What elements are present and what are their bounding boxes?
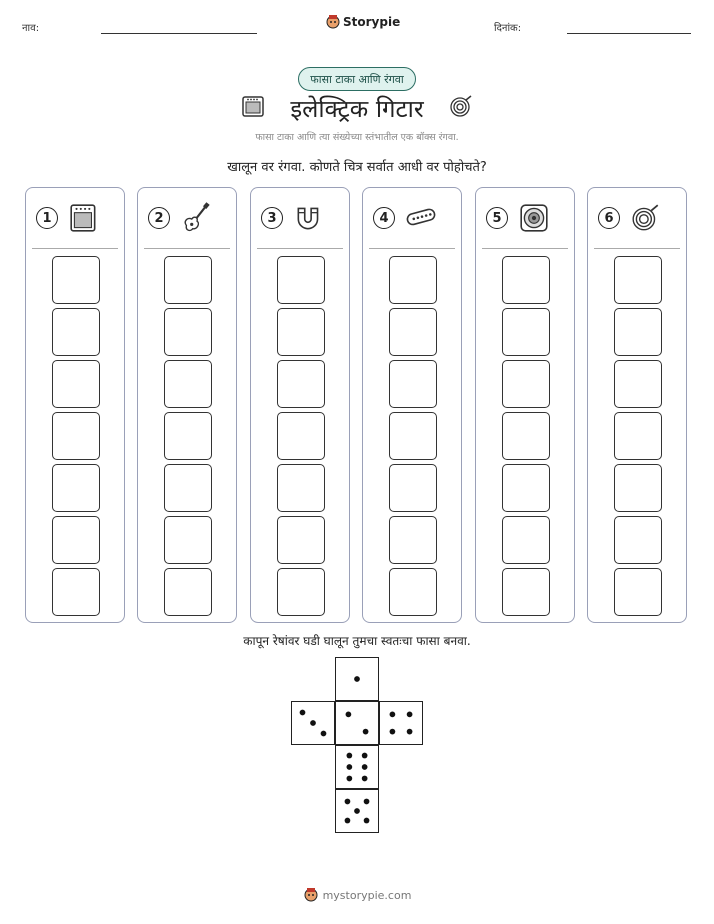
color-box[interactable] — [502, 568, 550, 616]
column-6 — [587, 187, 687, 623]
color-box[interactable] — [277, 360, 325, 408]
color-box[interactable] — [389, 308, 437, 356]
color-box[interactable] — [614, 360, 662, 408]
color-box[interactable] — [277, 412, 325, 460]
column-number: 1 — [36, 207, 58, 229]
color-box[interactable] — [614, 256, 662, 304]
color-box[interactable] — [614, 568, 662, 616]
column-header — [261, 202, 325, 234]
column-number: 2 — [148, 207, 170, 229]
color-boxes — [277, 256, 325, 620]
color-box[interactable] — [164, 360, 212, 408]
column-number: 6 — [598, 207, 620, 229]
brand-logo — [326, 14, 400, 30]
color-box[interactable] — [52, 308, 100, 356]
column-5 — [475, 187, 575, 623]
coloring-instruction: खालून वर रंगवा. कोणते चित्र सर्वात आधी वर पोहोचते? — [227, 160, 487, 175]
storypie-mascot-icon — [326, 14, 340, 30]
column-divider — [144, 248, 230, 249]
date-line[interactable] — [567, 33, 691, 34]
color-box[interactable] — [502, 308, 550, 356]
color-box[interactable] — [277, 256, 325, 304]
column-header — [598, 202, 662, 234]
color-box[interactable] — [614, 412, 662, 460]
storypie-mascot-icon — [303, 887, 319, 903]
color-box[interactable] — [52, 464, 100, 512]
color-box[interactable] — [164, 516, 212, 564]
color-box[interactable] — [164, 464, 212, 512]
color-boxes — [52, 256, 100, 620]
color-boxes — [389, 256, 437, 620]
die-face-4 — [379, 701, 423, 745]
color-box[interactable] — [502, 256, 550, 304]
footer — [0, 887, 714, 903]
page-title: इलेक्ट्रिक गिटार — [290, 95, 424, 123]
pickup-icon — [405, 202, 437, 234]
color-box[interactable] — [502, 360, 550, 408]
color-box[interactable] — [389, 464, 437, 512]
amplifier-icon — [68, 202, 100, 234]
cable-icon — [630, 202, 662, 234]
die-face-3 — [291, 701, 335, 745]
color-box[interactable] — [389, 360, 437, 408]
color-box[interactable] — [277, 464, 325, 512]
page-subtitle: फासा टाका आणि त्या संख्येच्या स्तंभातील एक बॉक्स रंगवा. — [255, 132, 459, 143]
color-box[interactable] — [52, 360, 100, 408]
die-face-2 — [335, 701, 379, 745]
magnet-icon — [293, 202, 325, 234]
column-divider — [257, 248, 343, 249]
column-number: 3 — [261, 207, 283, 229]
column-2 — [137, 187, 237, 623]
color-box[interactable] — [277, 516, 325, 564]
color-box[interactable] — [52, 568, 100, 616]
color-box[interactable] — [389, 516, 437, 564]
footer-url[interactable]: mystorypie.com — [322, 888, 412, 902]
column-3 — [250, 187, 350, 623]
color-box[interactable] — [389, 568, 437, 616]
color-box[interactable] — [277, 568, 325, 616]
cable-title-icon — [448, 94, 474, 118]
guitar-icon — [180, 202, 212, 234]
column-divider — [32, 248, 118, 249]
column-number: 5 — [486, 207, 508, 229]
die-face-1 — [335, 657, 379, 701]
color-box[interactable] — [502, 516, 550, 564]
color-box[interactable] — [277, 308, 325, 356]
column-divider — [369, 248, 455, 249]
color-box[interactable] — [614, 464, 662, 512]
color-box[interactable] — [52, 412, 100, 460]
name-line[interactable] — [101, 33, 257, 34]
column-divider — [594, 248, 680, 249]
speaker-icon — [518, 202, 550, 234]
date-label: दिनांक: — [494, 23, 522, 34]
activity-pill: फासा टाका आणि रंगवा — [298, 67, 416, 91]
name-label: नाव: — [22, 23, 40, 34]
color-box[interactable] — [502, 464, 550, 512]
brand-name: Storypie — [343, 15, 401, 29]
color-box[interactable] — [164, 256, 212, 304]
color-box[interactable] — [164, 412, 212, 460]
color-boxes — [164, 256, 212, 620]
column-header — [373, 202, 437, 234]
column-header — [486, 202, 550, 234]
color-box[interactable] — [502, 412, 550, 460]
column-number: 4 — [373, 207, 395, 229]
color-box[interactable] — [164, 568, 212, 616]
color-box[interactable] — [614, 308, 662, 356]
column-header — [148, 202, 212, 234]
column-header — [36, 202, 100, 234]
die-face-5 — [335, 789, 379, 833]
column-1 — [25, 187, 125, 623]
color-box[interactable] — [389, 412, 437, 460]
column-divider — [482, 248, 568, 249]
color-box[interactable] — [164, 308, 212, 356]
die-face-6 — [335, 745, 379, 789]
color-boxes — [614, 256, 662, 620]
color-boxes — [502, 256, 550, 620]
column-4 — [362, 187, 462, 623]
die-instruction: कापून रेषांवर घडी घालून तुमचा स्वतःचा फासा बनवा. — [243, 634, 471, 648]
color-box[interactable] — [389, 256, 437, 304]
color-box[interactable] — [614, 516, 662, 564]
color-box[interactable] — [52, 516, 100, 564]
color-box[interactable] — [52, 256, 100, 304]
